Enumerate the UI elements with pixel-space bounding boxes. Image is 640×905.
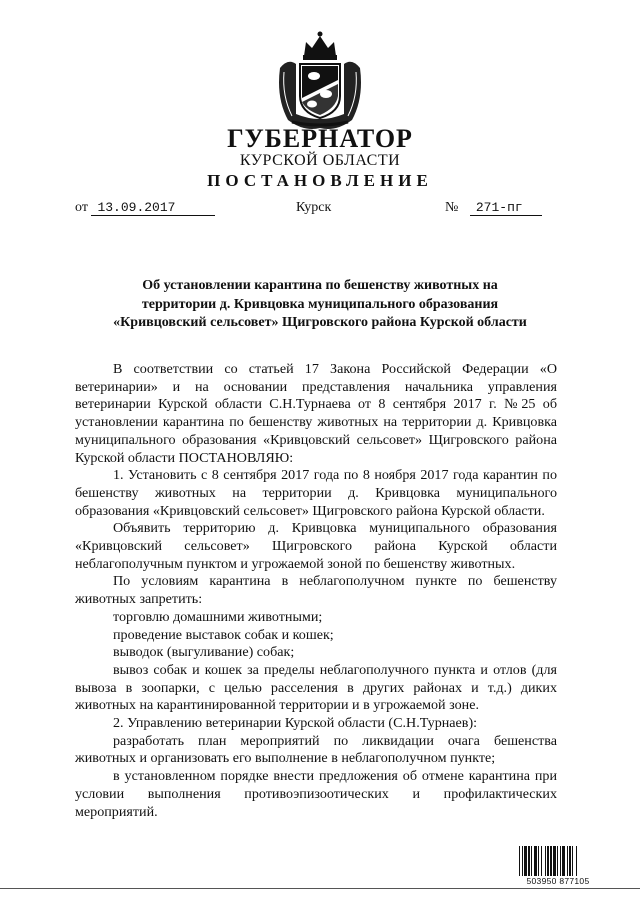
governor-heading: ГУБЕРНАТОР	[227, 124, 413, 153]
date-block	[75, 200, 215, 216]
barcode-number: 503950 877105	[516, 876, 600, 886]
body-list-item: в установленном порядке внести предложения об отмене карантина при условии выполнения противоэпизоотических и профилактических мероприятий.	[75, 768, 557, 820]
body-list-item: разработать план мероприятий по ликвидации очага бешенства животных и организовать его выполнение в неблагополучном пункте;	[75, 732, 557, 767]
title-line: Об установлении карантина по бешенству животных на	[142, 278, 498, 293]
body-paragraph: Объявить территорию д. Кривцовка муниципального образования «Кривцовский сельсовет» Щигровского района Курской области неблагополучным пунктом и угрожаемой зоной по бешенству животных.	[75, 520, 557, 572]
body-list-item: проведение выставок собак и кошек;	[113, 626, 334, 643]
number-label: №	[445, 200, 459, 215]
coat-of-arms-icon	[270, 28, 370, 132]
title-line: «Кривцовский сельсовет» Щигровского района Курской области	[113, 315, 527, 330]
title-line: территории д. Кривцовка муниципального образования	[141, 296, 499, 312]
document-title	[95, 277, 545, 333]
body-paragraph: По условиям карантина в неблагополучном пункте по бешенству животных запретить:	[75, 573, 557, 608]
decree-heading: ПОСТАНОВЛЕНИЕ	[207, 171, 433, 190]
body-list-item: выводок (выгуливание) собак;	[113, 644, 295, 661]
from-label: от	[75, 200, 88, 215]
body-list-item: вывоз собак и кошек за пределы неблагополучного пункта и отлов (для вывоза в зоопарки, с целью расселения в других районах и т.д.) диких животных на карантинированной территории и в угрожаемой зоне.	[75, 661, 557, 714]
number-block	[445, 200, 542, 216]
body-paragraph: В соответствии со статьей 17 Закона Российской Федерации «О ветеринарии» и на основании представления начальника управления ветеринарии Курской области С.Н.Турнаева от 8 сентября 2017 г. №25 об установлении карантина по бешенству животных на территории д. Кривцовка муниципального образования «Кривцовский сельсовет» Щигровского района Курской области ПОСТАНОВЛЯЮ:	[75, 361, 557, 466]
document-date: 13.09.2017	[91, 200, 215, 216]
page-bottom-edge	[0, 888, 640, 889]
region-heading: КУРСКОЙ ОБЛАСТИ	[239, 152, 401, 169]
body-paragraph: 1. Установить с 8 сентября 2017 года по 8 ноября 2017 года карантин по бешенству животных на территории д. Кривцовка муниципального образования «Кривцовский сельсовет» Щигровского района Курской области.	[75, 467, 557, 519]
document-number: 271-пг	[470, 200, 542, 216]
body-paragraph: 2. Управлению ветеринарии Курской области (С.Н.Турнаев):	[113, 715, 478, 732]
document-body	[75, 361, 557, 821]
body-list-item: торговлю домашними животными;	[113, 608, 323, 625]
city-label: Курск	[296, 200, 332, 215]
